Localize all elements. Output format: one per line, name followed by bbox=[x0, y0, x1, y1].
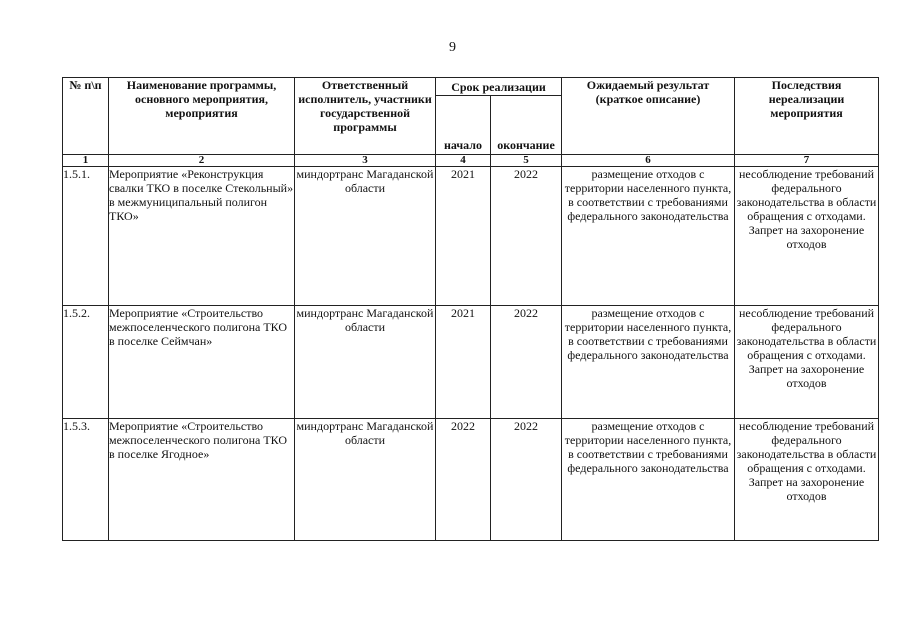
row-consequences: несоблюдение требований федерального законодательства в области обращения с отходами. Запрет на захоронение отходов bbox=[735, 419, 879, 541]
row-executor: миндортранс Магаданской области bbox=[295, 306, 436, 419]
measures-table bbox=[62, 77, 879, 541]
row-consequences: несоблюдение требований федерального законодательства в области обращения с отходами. Запрет на захоронение отходов bbox=[735, 167, 879, 306]
header-end: окончание bbox=[491, 96, 562, 155]
column-number: 1 bbox=[63, 155, 109, 167]
row-start: 2021 bbox=[436, 167, 491, 306]
header-period: Срок реализации bbox=[436, 78, 562, 96]
column-number: 7 bbox=[735, 155, 879, 167]
row-end: 2022 bbox=[491, 306, 562, 419]
row-num: 1.5.2. bbox=[63, 306, 109, 419]
row-result: размещение отходов с территории населенного пункта, в соответствии с требованиями федерального законодательства bbox=[562, 306, 735, 419]
table-row bbox=[63, 306, 879, 419]
column-number: 5 bbox=[491, 155, 562, 167]
page-number: 9 bbox=[449, 40, 456, 55]
column-number: 2 bbox=[109, 155, 295, 167]
header-num: № п\п bbox=[63, 78, 109, 155]
header-name: Наименование программы, основного мероприятия, мероприятия bbox=[109, 78, 295, 155]
row-consequences: несоблюдение требований федерального законодательства в области обращения с отходами. Запрет на захоронение отходов bbox=[735, 306, 879, 419]
header-executor: Ответственный исполнитель, участники государственной программы bbox=[295, 78, 436, 155]
header-result: Ожидаемый результат (краткое описание) bbox=[562, 78, 735, 155]
column-numbers-row bbox=[63, 155, 879, 167]
row-end: 2022 bbox=[491, 419, 562, 541]
row-num: 1.5.1. bbox=[63, 167, 109, 306]
row-num: 1.5.3. bbox=[63, 419, 109, 541]
row-executor: миндортранс Магаданской области bbox=[295, 167, 436, 306]
row-start: 2022 bbox=[436, 419, 491, 541]
row-start: 2021 bbox=[436, 306, 491, 419]
column-number: 3 bbox=[295, 155, 436, 167]
column-number: 6 bbox=[562, 155, 735, 167]
row-result: размещение отходов с территории населенного пункта, в соответствии с требованиями федерального законодательства bbox=[562, 419, 735, 541]
row-name: Мероприятие «Строительство межпоселенческого полигона ТКО в поселке Ягодное» bbox=[109, 419, 295, 541]
header-consequences: Последствия нереализации мероприятия bbox=[735, 78, 879, 155]
row-executor: миндортранс Магаданской области bbox=[295, 419, 436, 541]
row-result: размещение отходов с территории населенного пункта, в соответствии с требованиями федерального законодательства bbox=[562, 167, 735, 306]
header-start: начало bbox=[436, 96, 491, 155]
table-row bbox=[63, 419, 879, 541]
row-name: Мероприятие «Реконструкция свалки ТКО в поселке Стекольный» в межмуниципальный полигон ТКО» bbox=[109, 167, 295, 306]
column-number: 4 bbox=[436, 155, 491, 167]
table-row bbox=[63, 167, 879, 306]
row-name: Мероприятие «Строительство межпоселенческого полигона ТКО в поселке Сеймчан» bbox=[109, 306, 295, 419]
row-end: 2022 bbox=[491, 167, 562, 306]
